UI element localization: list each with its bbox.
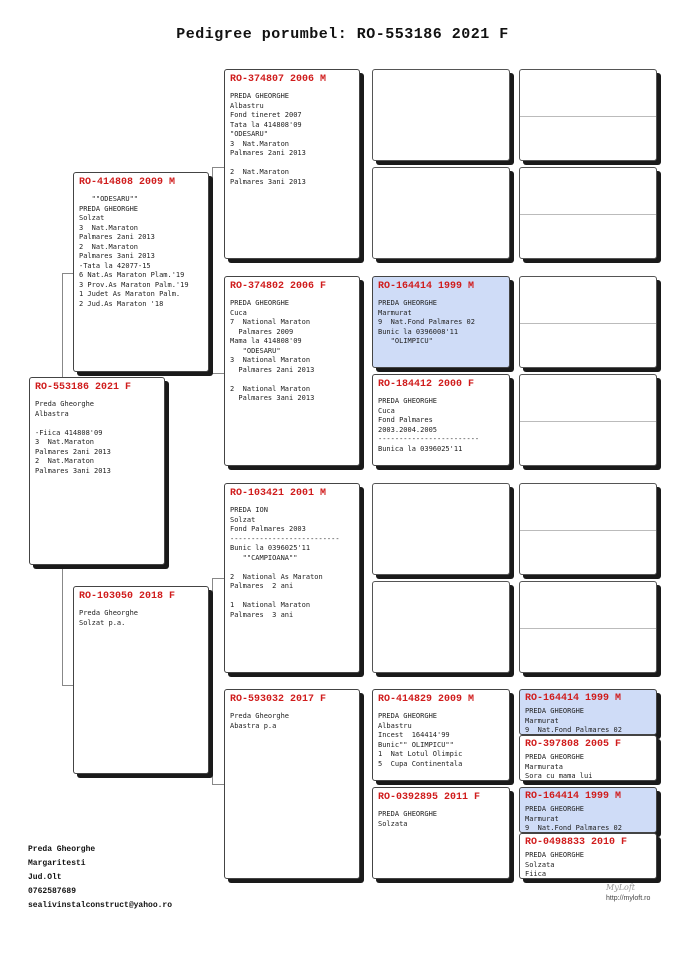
pigeon-card-empty[interactable] bbox=[372, 69, 510, 161]
pigeon-card-empty[interactable] bbox=[519, 276, 657, 368]
ring-number: RO-184412 2000 F bbox=[378, 379, 475, 390]
pigeon-card-empty[interactable] bbox=[372, 167, 510, 259]
page-title: Pedigree porumbel: RO-553186 2021 F bbox=[176, 26, 509, 43]
breeder-county: Jud.Olt bbox=[28, 873, 62, 882]
card-divider bbox=[520, 116, 656, 117]
pigeon-details: PREDA GHEORGHE Albastru Incest 164414'99 Bunic"" OLIMPICU"" 1 Nat Lotul Olimpic 5 Cupa Continentala bbox=[378, 712, 463, 768]
pigeon-details: PREDA GHEORGHE Solzata bbox=[378, 810, 438, 828]
ring-number: RO-103421 2001 M bbox=[230, 488, 327, 499]
connector-line bbox=[212, 578, 213, 784]
connector-line bbox=[62, 685, 73, 686]
pigeon-card-empty[interactable] bbox=[519, 69, 657, 161]
card-divider bbox=[520, 214, 656, 215]
pigeon-details: ""ODESARU"" PREDA GHEORGHE Solzat 3 Nat.Maraton Palmares 2ani 2013 2 Nat.Maraton Palmares 3ani 2013 -Tata la 42077-15 6 Nat.As Maraton Plam.'19 3 Prov.As Maraton Palm.'19 1 Judet As Maraton Palm. 2 Jud.As Maraton '18 bbox=[79, 195, 189, 308]
ring-number: RO-414829 2009 M bbox=[378, 694, 475, 705]
pigeon-card-great-grandparent[interactable] bbox=[372, 276, 510, 368]
pigeon-details: PREDA GHEORGHE Albastru Fond tineret 2007 Tata la 414808'09 "ODESARU" 3 Nat.Maraton Palmares 2ani 2013 2 Nat.Maraton Palmares 3ani 2013 bbox=[230, 92, 306, 186]
breeder-info bbox=[28, 843, 172, 913]
pigeon-details: PREDA GHEORGHE Cuca 7 National Maraton Palmares 2009 Mama la 414808'09 "ODESARU" 3 National Maraton Palmares 2ani 2013 2 National Maraton Palmares 3ani 2013 bbox=[230, 299, 315, 402]
pigeon-card-empty[interactable] bbox=[372, 581, 510, 673]
connector-line bbox=[212, 578, 224, 579]
connector-line bbox=[212, 167, 213, 373]
pigeon-details: PREDA GHEORGHE Cuca Fond Palmares 2003.2004.2005 ------------------------ Bunica la 0396025'11 bbox=[378, 397, 480, 453]
ring-number: RO-164414 1999 M bbox=[525, 693, 622, 704]
connector-line bbox=[212, 373, 224, 374]
pigeon-card-empty[interactable] bbox=[372, 483, 510, 575]
ring-number: RO-164414 1999 M bbox=[525, 791, 622, 802]
pigeon-card-great-grandparent[interactable] bbox=[372, 374, 510, 466]
ring-number: RO-553186 2021 F bbox=[35, 382, 132, 393]
pigeon-card-gen5[interactable] bbox=[519, 689, 657, 735]
pigeon-details: PREDA GHEORGHE Marmurat 9 Nat.Fond Palmares 02 bbox=[525, 707, 622, 734]
card-divider bbox=[520, 530, 656, 531]
pigeon-details: Preda Gheorghe Abastra p.a bbox=[230, 712, 290, 730]
pigeon-details: Preda Gheorghe Solzat p.a. bbox=[79, 609, 139, 627]
connector-line bbox=[62, 273, 73, 274]
pigeon-details: PREDA GHEORGHE Marmurata Sora cu mama lui bbox=[525, 753, 593, 780]
pigeon-card-empty[interactable] bbox=[519, 374, 657, 466]
ring-number: RO-0498833 2010 F bbox=[525, 837, 628, 848]
pigeon-details: PREDA ION Solzat Fond Palmares 2003 -------------------------- Bunic la 0396025'11 ""CAMPIOANA"" 2 National As Maraton Palmares 2 ani 1 National Maraton Palmares 3 ani bbox=[230, 506, 340, 619]
pigeon-card-gen5[interactable] bbox=[519, 787, 657, 833]
ring-number: RO-103050 2018 F bbox=[79, 591, 176, 602]
pigeon-card-grandparent[interactable] bbox=[224, 689, 360, 879]
pigeon-details: PREDA GHEORGHE Marmurat 9 Nat.Fond Palmares 02 Bunic la 0396008'11 "OLIMPICU" bbox=[378, 299, 475, 345]
ring-number: RO-414808 2009 M bbox=[79, 177, 176, 188]
pigeon-card-great-grandparent[interactable] bbox=[372, 787, 510, 879]
pigeon-card-subject[interactable] bbox=[29, 377, 165, 565]
ring-number: RO-164414 1999 M bbox=[378, 281, 475, 292]
pigeon-details: PREDA GHEORGHE Marmurat 9 Nat.Fond Palmares 02 bbox=[525, 805, 622, 832]
connector-line bbox=[212, 784, 224, 785]
card-divider bbox=[520, 421, 656, 422]
breeder-name: Preda Gheorghe bbox=[28, 845, 96, 854]
pigeon-details: Preda Gheorghe Albastra -Fiica 414808'09 3 Nat.Maraton Palmares 2ani 2013 2 Nat.Maraton Palmares 3ani 2013 bbox=[35, 400, 111, 475]
myloft-logo: MyLoft bbox=[606, 883, 636, 892]
pigeon-card-sire[interactable] bbox=[73, 172, 209, 372]
breeder-phone: 0762587689 bbox=[28, 887, 77, 896]
card-divider bbox=[520, 323, 656, 324]
ring-number: RO-0392895 2011 F bbox=[378, 792, 481, 803]
pigeon-card-grandparent[interactable] bbox=[224, 483, 360, 673]
pigeon-card-empty[interactable] bbox=[519, 581, 657, 673]
pigeon-card-great-grandparent[interactable] bbox=[372, 689, 510, 781]
pigeon-details: PREDA GHEORGHE Solzata Fiica bbox=[525, 851, 585, 878]
ring-number: RO-374802 2006 F bbox=[230, 281, 327, 292]
pigeon-card-empty[interactable] bbox=[519, 483, 657, 575]
ring-number: RO-374807 2006 M bbox=[230, 74, 327, 85]
connector-line bbox=[212, 167, 224, 168]
ring-number: RO-593032 2017 F bbox=[230, 694, 327, 705]
myloft-link[interactable]: http://myloft.ro bbox=[606, 895, 651, 902]
pigeon-card-gen5[interactable] bbox=[519, 735, 657, 781]
pigeon-card-gen5[interactable] bbox=[519, 833, 657, 879]
breeder-locality: Margaritesti bbox=[28, 859, 86, 868]
card-divider bbox=[520, 628, 656, 629]
pigeon-card-dam[interactable] bbox=[73, 586, 209, 774]
pigeon-card-grandparent[interactable] bbox=[224, 276, 360, 466]
pigeon-card-grandparent[interactable] bbox=[224, 69, 360, 259]
ring-number: RO-397808 2005 F bbox=[525, 739, 622, 750]
pigeon-card-empty[interactable] bbox=[519, 167, 657, 259]
breeder-email: sealivinstalconstruct@yahoo.ro bbox=[28, 901, 173, 910]
